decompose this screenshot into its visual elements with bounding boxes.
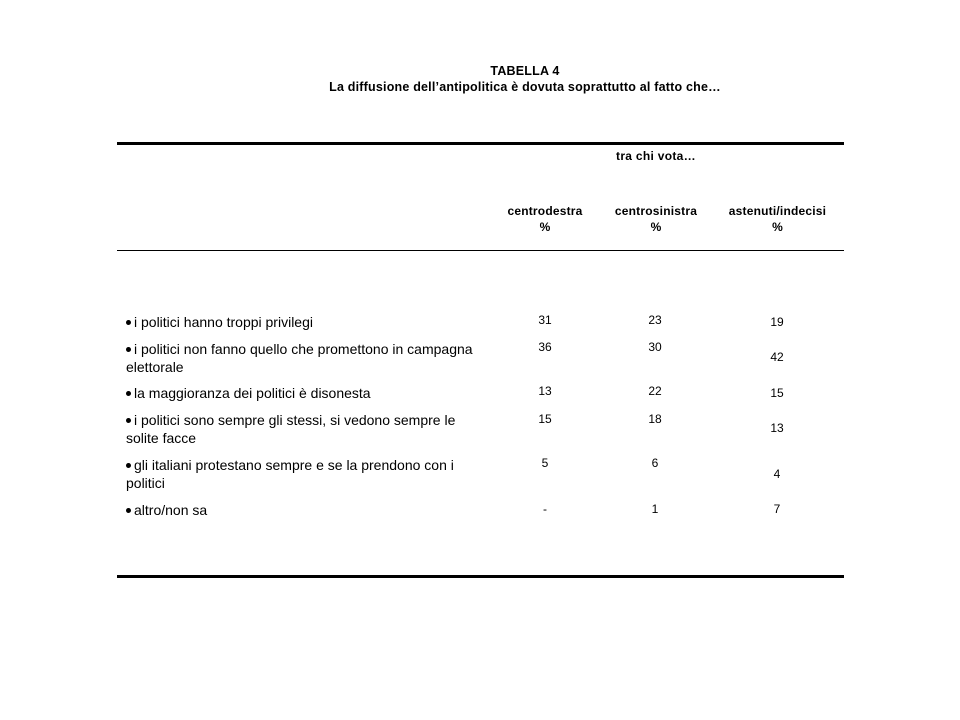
table-cell: 15 bbox=[770, 386, 784, 400]
bullet-icon bbox=[126, 418, 131, 423]
column-group-label: tra chi vota… bbox=[616, 149, 696, 163]
bullet-icon bbox=[126, 508, 131, 513]
table-cell: 31 bbox=[538, 313, 552, 327]
bullet-icon bbox=[126, 320, 131, 325]
column-header-centrodestra bbox=[500, 203, 590, 235]
table-row-label: i politici non fanno quello che promettono in campagna elettorale bbox=[126, 341, 473, 375]
table-cell: 23 bbox=[648, 313, 662, 327]
table-row-label: altro/non sa bbox=[126, 501, 486, 519]
column-header-unit: % bbox=[650, 220, 662, 234]
table-cell: 4 bbox=[773, 467, 781, 481]
bullet-icon bbox=[126, 463, 131, 468]
column-header-label: astenuti/indecisi bbox=[728, 204, 827, 218]
column-header-label: centrosinistra bbox=[614, 204, 698, 218]
table-cell: 13 bbox=[770, 421, 784, 435]
table-cell: 5 bbox=[541, 456, 549, 470]
table-caption: La diffusione dell’antipolitica è dovuta soprattutto al fatto che… bbox=[329, 80, 721, 94]
table-cell: 18 bbox=[648, 412, 662, 426]
table-row-label: gli italiani protestano sempre e se la prendono con i politici bbox=[126, 457, 454, 491]
table-cell: 6 bbox=[651, 456, 659, 470]
table-cell: 13 bbox=[538, 384, 552, 398]
column-header-unit: % bbox=[772, 220, 783, 234]
table-cell: 1 bbox=[651, 502, 659, 516]
table-row-label: i politici sono sempre gli stessi, si vedono sempre le solite facce bbox=[126, 412, 456, 446]
bullet-icon bbox=[126, 347, 131, 352]
column-header-label: centrodestra bbox=[507, 204, 583, 218]
table-row-label: la maggioranza dei politici è disonesta bbox=[126, 384, 486, 402]
top-rule bbox=[117, 142, 844, 145]
column-header-astenuti-indecisi bbox=[720, 203, 835, 235]
table-cell: 22 bbox=[648, 384, 662, 398]
table-cell: 7 bbox=[773, 502, 781, 516]
table-row-label: i politici hanno troppi privilegi bbox=[126, 313, 486, 331]
table-cell: 36 bbox=[538, 340, 552, 354]
table-cell: 30 bbox=[648, 340, 662, 354]
table-cell: 15 bbox=[538, 412, 552, 426]
column-header-centrosinistra bbox=[608, 203, 704, 235]
header-rule bbox=[117, 250, 844, 251]
bullet-icon bbox=[126, 391, 131, 396]
table-cell: 42 bbox=[770, 350, 784, 364]
column-header-unit: % bbox=[539, 220, 551, 234]
table-cell: 19 bbox=[770, 315, 784, 329]
table-cell: - bbox=[543, 502, 547, 516]
bottom-rule bbox=[117, 575, 844, 578]
table-title bbox=[0, 63, 960, 95]
table-number: TABELLA 4 bbox=[490, 64, 560, 78]
